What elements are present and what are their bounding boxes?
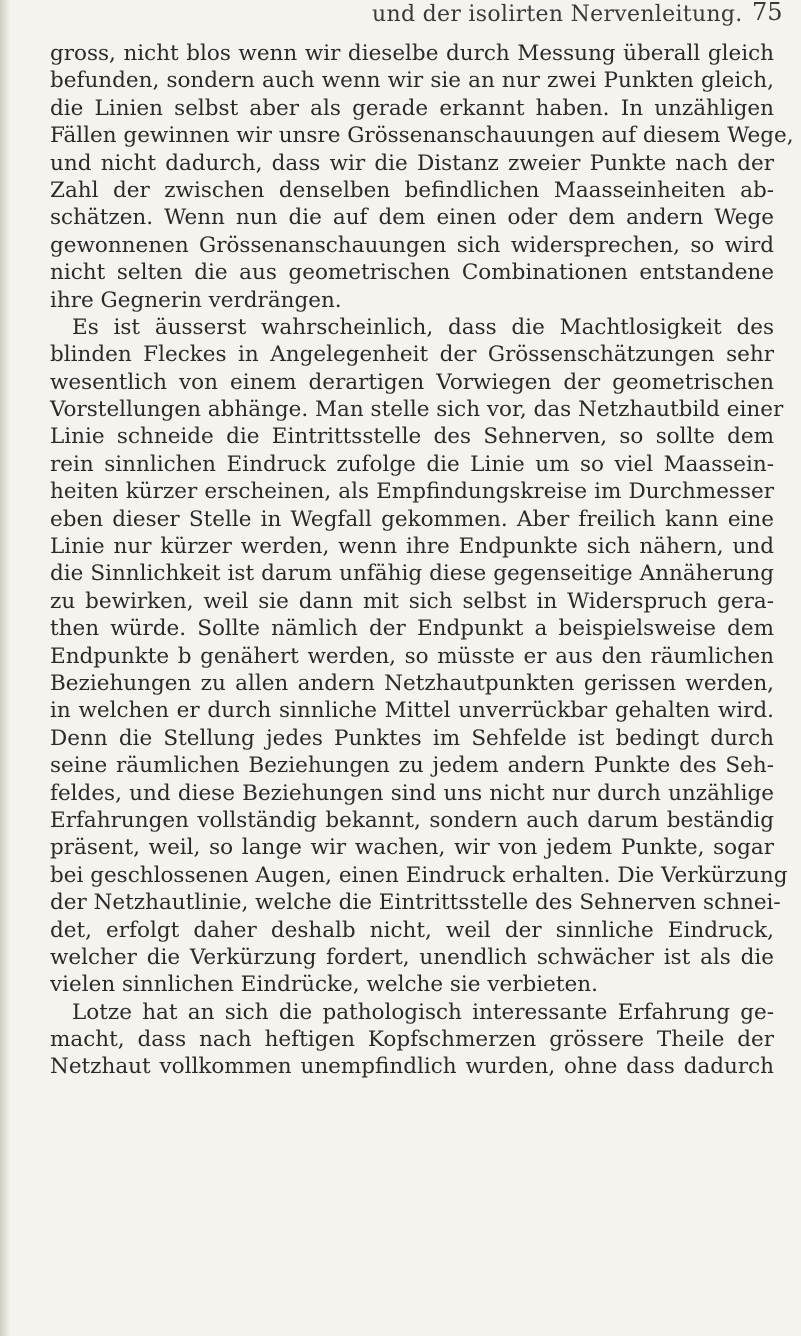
text-line: Denn die Stellung jedes Punktes im Sehfelde ist bedingt durch: [50, 725, 774, 751]
text-line: feldes, und diese Beziehungen sind uns nicht nur durch unzählige: [50, 780, 774, 806]
paragraph-start-line: Lotze hat an sich die pathologisch interessante Erfahrung ge-: [72, 999, 774, 1025]
text-line: then würde. Sollte nämlich der Endpunkt a beispielsweise dem: [50, 616, 774, 642]
paragraph-end-line: ihre Gegnerin verdrängen.: [50, 287, 342, 313]
text-line: det, erfolgt daher deshalb nicht, weil der sinnliche Eindruck,: [50, 917, 774, 943]
text-line: Zahl der zwischen denselben befindlichen Maasseinheiten ab-: [50, 177, 774, 203]
text-line: bei geschlossenen Augen, einen Eindruck erhalten. Die Verkürzung: [50, 862, 788, 888]
text-line: macht, dass nach heftigen Kopfschmerzen grössere Theile der: [50, 1027, 774, 1053]
text-line: heiten kürzer erscheinen, als Empfindungskreise im Durchmesser: [50, 479, 774, 505]
body-text: [50, 40, 794, 1081]
text-line: Vorstellungen abhänge. Man stelle sich vor, das Netzhautbild einer: [50, 397, 784, 423]
text-line: seine räumlichen Beziehungen zu jedem andern Punkte des Seh-: [50, 753, 774, 779]
text-line: der Netzhautlinie, welche die Eintrittsstelle des Sehnerven schnei-: [50, 890, 781, 916]
text-line: die Linien selbst aber als gerade erkannt haben. In unzähligen: [50, 95, 774, 121]
text-line: zu bewirken, weil sie dann mit sich selbst in Widerspruch gera-: [50, 588, 774, 614]
text-line: Linie schneide die Eintrittsstelle des Sehnerven, so sollte dem: [50, 424, 774, 450]
running-head: [0, 2, 801, 36]
text-line: schätzen. Wenn nun die auf dem einen oder dem andern Wege: [50, 205, 774, 231]
paragraph-end-line: vielen sinnlichen Eindrücke, welche sie verbieten.: [50, 972, 598, 998]
paragraph-start-line: Es ist äusserst wahrscheinlich, dass die Machtlosigkeit des: [72, 314, 774, 340]
text-line: welcher die Verkürzung fordert, unendlich schwächer ist als die: [50, 944, 774, 970]
text-line: Fällen gewinnen wir unsre Grössenanschauungen auf diesem Wege,: [50, 123, 794, 149]
page-gutter-shadow: [0, 0, 10, 1336]
text-line: in welchen er durch sinnliche Mittel unverrückbar gehalten wird.: [50, 698, 774, 724]
text-line: blinden Fleckes in Angelegenheit der Grössenschätzungen sehr: [50, 342, 774, 368]
page-number: 75: [752, 0, 783, 26]
text-line: rein sinnlichen Eindruck zufolge die Linie um so viel Maassein-: [50, 451, 774, 477]
text-line: gross, nicht blos wenn wir dieselbe durch Messung überall gleich: [50, 41, 774, 66]
text-line: Endpunkte b genähert werden, so müsste er aus den räumlichen: [50, 643, 774, 669]
text-line: Erfahrungen vollständig bekannt, sondern auch darum beständig: [50, 807, 774, 833]
text-line: befunden, sondern auch wenn wir sie an nur zwei Punkten gleich,: [50, 68, 774, 94]
text-line: wesentlich von einem derartigen Vorwiegen der geometrischen: [50, 369, 774, 395]
text-line: eben dieser Stelle in Wegfall gekommen. Aber freilich kann eine: [50, 506, 774, 532]
text-line: präsent, weil, so lange wir wachen, wir von jedem Punkte, sogar: [50, 835, 774, 861]
running-title: und der isolirten Nervenleitung.: [372, 2, 743, 27]
text-line: Linie nur kürzer werden, wenn ihre Endpunkte sich nähern, und: [50, 534, 774, 560]
text-line: nicht selten die aus geometrischen Combinationen entstandene: [50, 260, 774, 286]
text-line: die Sinnlichkeit ist darum unfähig diese gegenseitige Annäherung: [50, 561, 774, 587]
text-line: gewonnenen Grössenanschauungen sich widersprechen, so wird: [50, 232, 774, 258]
text-line: Beziehungen zu allen andern Netzhautpunkten gerissen werden,: [50, 670, 774, 696]
text-line: und nicht dadurch, dass wir die Distanz zweier Punkte nach der: [50, 150, 774, 176]
text-line: Netzhaut vollkommen unempfindlich wurden, ohne dass dadurch: [50, 1054, 774, 1080]
